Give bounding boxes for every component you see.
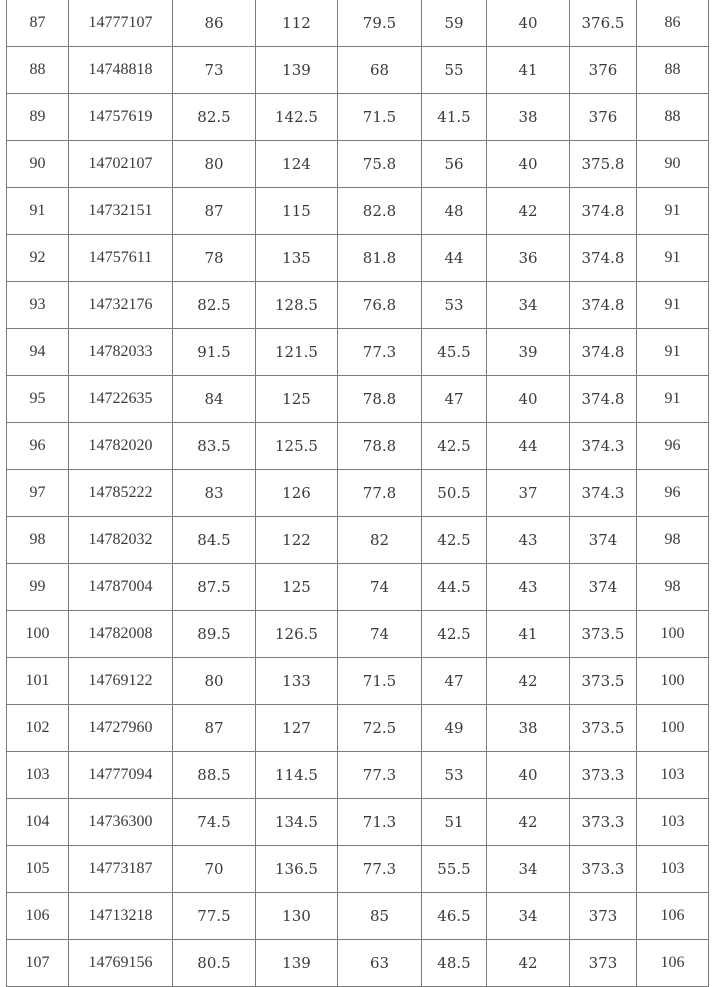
- cell-score-2: 127: [256, 705, 338, 752]
- cell-score-3: 85: [338, 893, 422, 940]
- cell-rank: 97: [7, 470, 69, 517]
- cell-candidate-id: 14713218: [69, 893, 173, 940]
- cell-score-3: 82: [338, 517, 422, 564]
- cell-score-4: 48.5: [422, 940, 487, 987]
- table-row: [7, 564, 709, 611]
- cell-total: 374.3: [570, 470, 637, 517]
- cell-total: 373.3: [570, 799, 637, 846]
- cell-score-3: 82.8: [338, 188, 422, 235]
- cell-score-2: 124: [256, 141, 338, 188]
- cell-total: 374.8: [570, 376, 637, 423]
- table-row: [7, 188, 709, 235]
- cell-total: 374: [570, 517, 637, 564]
- cell-score-1: 86: [173, 0, 256, 47]
- cell-score-4: 42.5: [422, 517, 487, 564]
- cell-position: 91: [637, 282, 709, 329]
- cell-position: 91: [637, 376, 709, 423]
- cell-rank: 106: [7, 893, 69, 940]
- cell-candidate-id: 14777107: [69, 0, 173, 47]
- cell-score-5: 34: [487, 893, 570, 940]
- cell-score-2: 115: [256, 188, 338, 235]
- cell-total: 374: [570, 564, 637, 611]
- cell-candidate-id: 14785222: [69, 470, 173, 517]
- cell-candidate-id: 14757619: [69, 94, 173, 141]
- cell-candidate-id: 14787004: [69, 564, 173, 611]
- cell-score-5: 41: [487, 47, 570, 94]
- cell-score-3: 63: [338, 940, 422, 987]
- cell-score-1: 84: [173, 376, 256, 423]
- cell-candidate-id: 14732151: [69, 188, 173, 235]
- cell-score-1: 78: [173, 235, 256, 282]
- cell-score-3: 81.8: [338, 235, 422, 282]
- cell-candidate-id: 14736300: [69, 799, 173, 846]
- cell-score-2: 122: [256, 517, 338, 564]
- cell-score-4: 42.5: [422, 611, 487, 658]
- cell-score-5: 38: [487, 94, 570, 141]
- cell-score-2: 112: [256, 0, 338, 47]
- cell-score-4: 49: [422, 705, 487, 752]
- cell-candidate-id: 14757611: [69, 235, 173, 282]
- cell-score-1: 87: [173, 188, 256, 235]
- cell-score-4: 41.5: [422, 94, 487, 141]
- cell-total: 373: [570, 893, 637, 940]
- cell-candidate-id: 14782020: [69, 423, 173, 470]
- cell-total: 374.8: [570, 329, 637, 376]
- cell-score-1: 80.5: [173, 940, 256, 987]
- cell-score-3: 77.8: [338, 470, 422, 517]
- cell-score-1: 82.5: [173, 282, 256, 329]
- cell-position: 88: [637, 94, 709, 141]
- cell-score-3: 74: [338, 564, 422, 611]
- cell-rank: 101: [7, 658, 69, 705]
- cell-score-2: 139: [256, 940, 338, 987]
- cell-score-1: 83: [173, 470, 256, 517]
- cell-score-5: 39: [487, 329, 570, 376]
- cell-rank: 107: [7, 940, 69, 987]
- cell-score-1: 82.5: [173, 94, 256, 141]
- cell-rank: 98: [7, 517, 69, 564]
- cell-score-1: 80: [173, 658, 256, 705]
- cell-candidate-id: 14722635: [69, 376, 173, 423]
- cell-candidate-id: 14777094: [69, 752, 173, 799]
- table-row: [7, 47, 709, 94]
- cell-score-4: 53: [422, 282, 487, 329]
- cell-total: 376.5: [570, 0, 637, 47]
- cell-score-4: 44.5: [422, 564, 487, 611]
- cell-score-1: 91.5: [173, 329, 256, 376]
- cell-score-3: 72.5: [338, 705, 422, 752]
- cell-score-5: 37: [487, 470, 570, 517]
- cell-score-5: 40: [487, 752, 570, 799]
- table-row: [7, 799, 709, 846]
- cell-score-5: 42: [487, 188, 570, 235]
- cell-position: 91: [637, 188, 709, 235]
- cell-rank: 89: [7, 94, 69, 141]
- cell-total: 374.8: [570, 188, 637, 235]
- cell-score-3: 75.8: [338, 141, 422, 188]
- cell-score-4: 47: [422, 376, 487, 423]
- cell-score-5: 42: [487, 940, 570, 987]
- cell-candidate-id: 14769122: [69, 658, 173, 705]
- cell-score-5: 42: [487, 799, 570, 846]
- table-row: [7, 517, 709, 564]
- cell-candidate-id: 14782008: [69, 611, 173, 658]
- cell-score-5: 34: [487, 846, 570, 893]
- table-row: [7, 940, 709, 987]
- cell-score-2: 125: [256, 564, 338, 611]
- cell-score-5: 41: [487, 611, 570, 658]
- cell-score-2: 133: [256, 658, 338, 705]
- cell-score-2: 128.5: [256, 282, 338, 329]
- cell-score-4: 45.5: [422, 329, 487, 376]
- cell-score-1: 89.5: [173, 611, 256, 658]
- cell-position: 100: [637, 658, 709, 705]
- table-row: [7, 94, 709, 141]
- cell-score-5: 42: [487, 658, 570, 705]
- cell-rank: 99: [7, 564, 69, 611]
- cell-rank: 105: [7, 846, 69, 893]
- cell-rank: 93: [7, 282, 69, 329]
- cell-score-3: 77.3: [338, 752, 422, 799]
- table-row: [7, 329, 709, 376]
- cell-rank: 96: [7, 423, 69, 470]
- table-row: [7, 423, 709, 470]
- cell-score-2: 125: [256, 376, 338, 423]
- cell-score-4: 47: [422, 658, 487, 705]
- cell-rank: 91: [7, 188, 69, 235]
- cell-rank: 87: [7, 0, 69, 47]
- cell-score-2: 126: [256, 470, 338, 517]
- cell-rank: 90: [7, 141, 69, 188]
- cell-score-1: 74.5: [173, 799, 256, 846]
- cell-score-2: 135: [256, 235, 338, 282]
- cell-score-1: 83.5: [173, 423, 256, 470]
- cell-position: 88: [637, 47, 709, 94]
- cell-score-5: 43: [487, 517, 570, 564]
- cell-total: 375.8: [570, 141, 637, 188]
- cell-candidate-id: 14702107: [69, 141, 173, 188]
- cell-total: 373.5: [570, 611, 637, 658]
- cell-total: 373: [570, 940, 637, 987]
- cell-rank: 104: [7, 799, 69, 846]
- table-row: [7, 282, 709, 329]
- cell-candidate-id: 14782033: [69, 329, 173, 376]
- cell-score-1: 87: [173, 705, 256, 752]
- cell-position: 98: [637, 564, 709, 611]
- cell-total: 373.5: [570, 705, 637, 752]
- cell-position: 106: [637, 893, 709, 940]
- cell-candidate-id: 14769156: [69, 940, 173, 987]
- cell-score-4: 59: [422, 0, 487, 47]
- cell-total: 374.8: [570, 235, 637, 282]
- cell-candidate-id: 14782032: [69, 517, 173, 564]
- cell-score-2: 139: [256, 47, 338, 94]
- cell-score-1: 87.5: [173, 564, 256, 611]
- cell-score-2: 126.5: [256, 611, 338, 658]
- cell-rank: 100: [7, 611, 69, 658]
- table-row: [7, 893, 709, 940]
- cell-total: 373.3: [570, 846, 637, 893]
- cell-rank: 102: [7, 705, 69, 752]
- cell-score-3: 68: [338, 47, 422, 94]
- cell-score-3: 78.8: [338, 423, 422, 470]
- table-row: [7, 470, 709, 517]
- cell-candidate-id: 14727960: [69, 705, 173, 752]
- cell-position: 100: [637, 705, 709, 752]
- cell-candidate-id: 14732176: [69, 282, 173, 329]
- cell-score-2: 121.5: [256, 329, 338, 376]
- cell-position: 96: [637, 423, 709, 470]
- cell-score-2: 114.5: [256, 752, 338, 799]
- cell-rank: 88: [7, 47, 69, 94]
- cell-score-1: 80: [173, 141, 256, 188]
- table-row: [7, 235, 709, 282]
- cell-position: 91: [637, 329, 709, 376]
- cell-rank: 94: [7, 329, 69, 376]
- cell-score-5: 38: [487, 705, 570, 752]
- cell-position: 90: [637, 141, 709, 188]
- cell-candidate-id: 14748818: [69, 47, 173, 94]
- cell-score-4: 50.5: [422, 470, 487, 517]
- cell-score-3: 71.5: [338, 658, 422, 705]
- cell-rank: 92: [7, 235, 69, 282]
- cell-score-5: 36: [487, 235, 570, 282]
- cell-score-5: 40: [487, 141, 570, 188]
- cell-position: 100: [637, 611, 709, 658]
- cell-position: 103: [637, 752, 709, 799]
- cell-position: 106: [637, 940, 709, 987]
- cell-position: 98: [637, 517, 709, 564]
- cell-score-4: 55: [422, 47, 487, 94]
- cell-candidate-id: 14773187: [69, 846, 173, 893]
- cell-position: 91: [637, 235, 709, 282]
- table-row: [7, 141, 709, 188]
- cell-score-1: 88.5: [173, 752, 256, 799]
- cell-score-5: 44: [487, 423, 570, 470]
- cell-total: 376: [570, 47, 637, 94]
- cell-score-3: 77.3: [338, 329, 422, 376]
- cell-score-1: 77.5: [173, 893, 256, 940]
- cell-score-4: 53: [422, 752, 487, 799]
- cell-score-4: 46.5: [422, 893, 487, 940]
- cell-score-2: 142.5: [256, 94, 338, 141]
- cell-score-4: 51: [422, 799, 487, 846]
- cell-score-2: 130: [256, 893, 338, 940]
- cell-score-1: 73: [173, 47, 256, 94]
- cell-score-4: 48: [422, 188, 487, 235]
- cell-score-4: 44: [422, 235, 487, 282]
- cell-score-3: 79.5: [338, 0, 422, 47]
- cell-score-3: 77.3: [338, 846, 422, 893]
- cell-rank: 95: [7, 376, 69, 423]
- cell-score-5: 40: [487, 0, 570, 47]
- cell-total: 376: [570, 94, 637, 141]
- table-row: [7, 0, 709, 47]
- cell-score-5: 43: [487, 564, 570, 611]
- table-row: [7, 611, 709, 658]
- cell-score-5: 34: [487, 282, 570, 329]
- score-table: [6, 0, 709, 987]
- cell-score-1: 70: [173, 846, 256, 893]
- cell-position: 103: [637, 846, 709, 893]
- cell-score-3: 78.8: [338, 376, 422, 423]
- cell-position: 96: [637, 470, 709, 517]
- cell-score-4: 42.5: [422, 423, 487, 470]
- cell-rank: 103: [7, 752, 69, 799]
- cell-score-2: 134.5: [256, 799, 338, 846]
- cell-score-4: 55.5: [422, 846, 487, 893]
- table-row: [7, 658, 709, 705]
- table-row: [7, 846, 709, 893]
- cell-total: 373.5: [570, 658, 637, 705]
- score-table-container: [6, 0, 709, 987]
- cell-score-5: 40: [487, 376, 570, 423]
- cell-total: 374.3: [570, 423, 637, 470]
- cell-position: 103: [637, 799, 709, 846]
- table-row: [7, 752, 709, 799]
- cell-score-3: 71.3: [338, 799, 422, 846]
- table-row: [7, 376, 709, 423]
- cell-score-2: 136.5: [256, 846, 338, 893]
- cell-position: 86: [637, 0, 709, 47]
- cell-score-1: 84.5: [173, 517, 256, 564]
- cell-score-3: 74: [338, 611, 422, 658]
- cell-score-2: 125.5: [256, 423, 338, 470]
- cell-total: 374.8: [570, 282, 637, 329]
- cell-score-3: 71.5: [338, 94, 422, 141]
- cell-score-4: 56: [422, 141, 487, 188]
- cell-score-3: 76.8: [338, 282, 422, 329]
- cell-total: 373.3: [570, 752, 637, 799]
- score-table-body: [7, 0, 709, 987]
- table-row: [7, 705, 709, 752]
